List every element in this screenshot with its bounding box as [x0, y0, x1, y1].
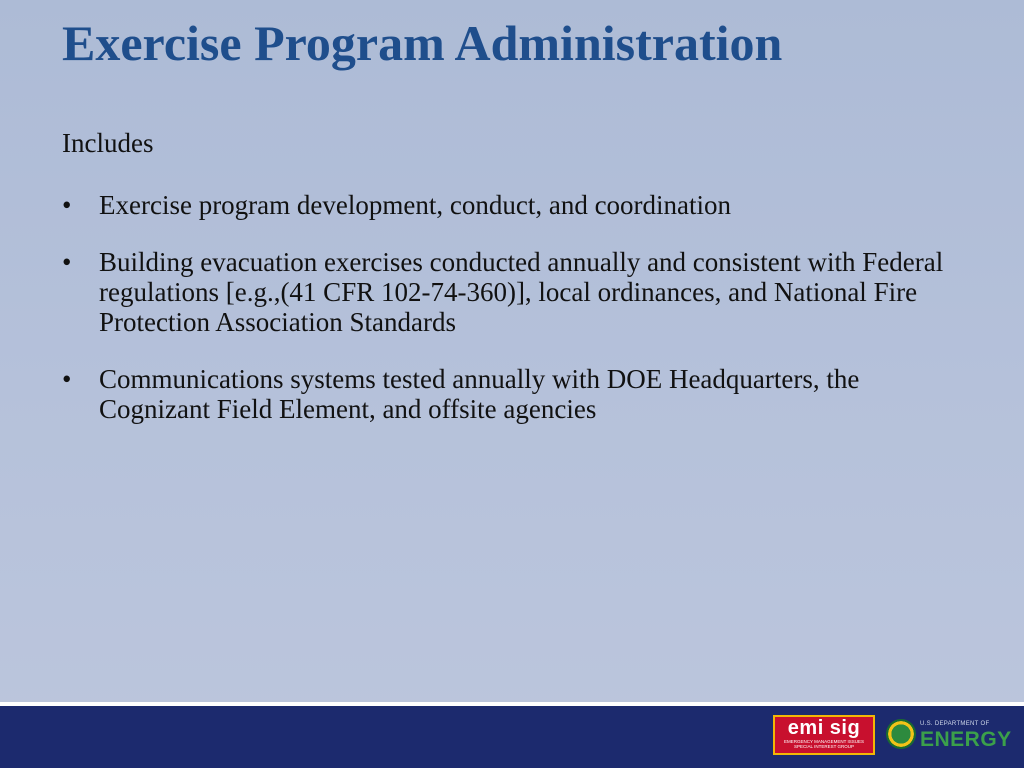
- emi-sig-subtext-2: SPECIAL INTEREST GROUP: [793, 744, 854, 749]
- emi-sig-wordmark: emi sig: [787, 717, 861, 739]
- bullet-text: Exercise program development, conduct, and coordination: [99, 190, 732, 220]
- bullet-marker: •: [62, 247, 72, 277]
- bullet-list: [62, 190, 962, 451]
- bullet-item: [62, 190, 962, 220]
- emi-sig-logo: [773, 715, 875, 755]
- bullet-text: Building evacuation exercises conducted annually and consistent with Federal regulations [e.g.,(41 CFR 102-74-360)], local ordinances, and National Fire Protection Association Standards: [99, 247, 944, 337]
- bullet-item: [62, 247, 962, 337]
- emi-sig-subtext-1: EMERGENCY MANAGEMENT ISSUES: [783, 739, 865, 744]
- intro-text: Includes: [62, 128, 154, 158]
- doe-small-text: U.S. DEPARTMENT OF: [920, 721, 990, 727]
- bullet-item: [62, 364, 962, 424]
- bullet-text: Communications systems tested annually with DOE Headquarters, the Cognizant Field Element, and offsite agencies: [99, 364, 860, 424]
- bullet-marker: •: [62, 190, 72, 220]
- slide-title: Exercise Program Administration: [62, 15, 783, 71]
- bullet-marker: •: [62, 364, 72, 394]
- doe-energy-text: ENERGY: [920, 728, 1012, 751]
- doe-logo: [884, 715, 1014, 755]
- doe-seal-icon: [886, 719, 916, 749]
